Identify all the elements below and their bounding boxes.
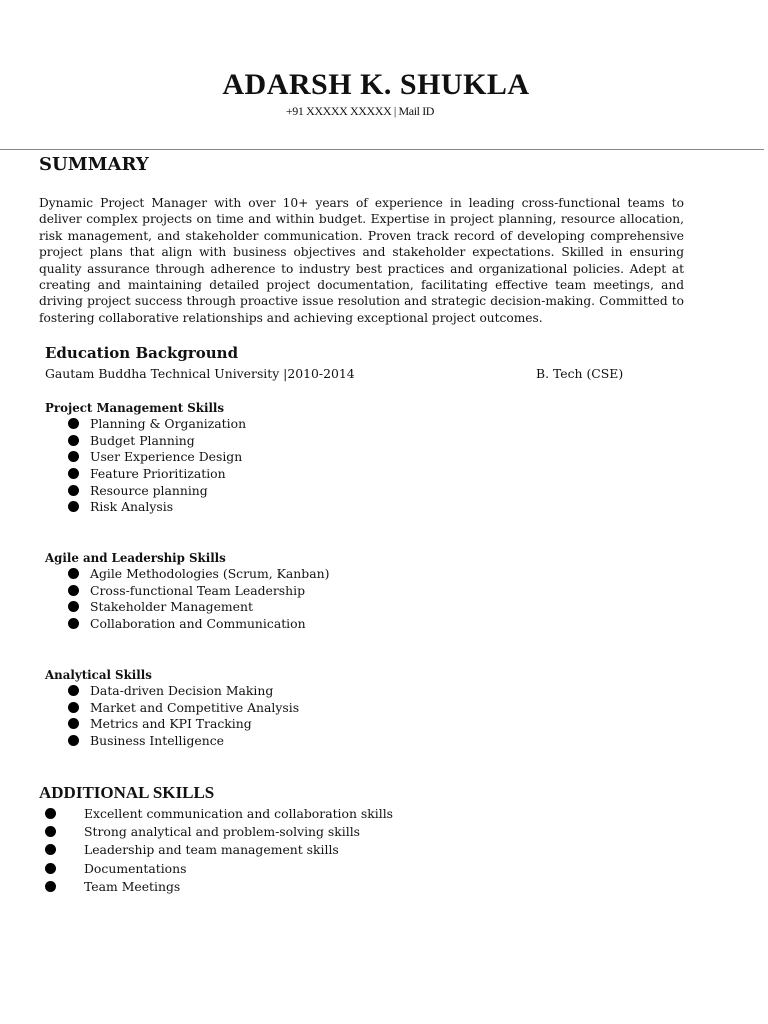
additional-skill-label: Leadership and team management skills xyxy=(84,842,339,858)
list-item xyxy=(68,616,329,633)
skill-item-label: Feature Prioritization xyxy=(90,466,226,482)
education-heading: Education Background xyxy=(45,344,239,362)
list-item xyxy=(68,449,246,466)
skill-list-project-management xyxy=(68,416,246,516)
header-divider xyxy=(0,149,764,150)
candidate-name: ADARSH K. SHUKLA xyxy=(222,68,530,101)
education-school: Gautam Buddha Technical University |2010-2014 xyxy=(45,366,355,381)
list-item xyxy=(45,841,393,859)
skill-list-agile-leadership xyxy=(68,566,329,633)
education-degree: B. Tech (CSE) xyxy=(536,366,624,381)
skill-group-title-analytical: Analytical Skills xyxy=(45,668,152,682)
bullet-icon xyxy=(68,585,79,596)
bullet-icon xyxy=(45,826,56,837)
skill-item-label: Planning & Organization xyxy=(90,416,247,431)
list-item xyxy=(68,733,299,750)
additional-skill-label: Excellent communication and collaboration skills xyxy=(84,806,394,821)
skill-item-label: Resource planning xyxy=(90,482,208,498)
list-item xyxy=(45,805,393,823)
skill-group-title-project-management: Project Management Skills xyxy=(45,401,225,415)
bullet-icon xyxy=(68,468,79,479)
bullet-icon xyxy=(68,618,79,629)
list-item xyxy=(68,499,246,516)
bullet-icon xyxy=(68,485,79,496)
list-item xyxy=(68,583,329,600)
skill-item-label: Metrics and KPI Tracking xyxy=(90,716,252,732)
summary-heading: SUMMARY xyxy=(39,154,149,175)
list-item xyxy=(45,823,393,841)
skill-item-label: Cross-functional Team Leadership xyxy=(90,582,306,598)
skill-item-label: Agile Methodologies (Scrum, Kanban) xyxy=(90,566,330,581)
skill-item-label: Market and Competitive Analysis xyxy=(90,699,300,715)
bullet-icon xyxy=(68,702,79,713)
bullet-icon xyxy=(68,718,79,729)
bullet-icon xyxy=(68,568,79,579)
bullet-icon xyxy=(45,881,56,892)
list-item xyxy=(68,416,246,433)
bullet-icon xyxy=(68,601,79,612)
bullet-icon xyxy=(68,418,79,429)
skill-item-label: Business Intelligence xyxy=(90,733,224,749)
summary-paragraph: Dynamic Project Manager with over 10+ years of experience in leading cross-functional teams to deliver complex projects on time and within budget. Expertise in project planning, resource allocation, risk management, and stakeholder communication. Proven track record of developing comprehensive project plans that align with business objectives and stakeholder expectations. Skilled in ensuring quality assurance through adherence to industry best practices and organizational policies. Adept at creating and maintaining detailed project documentation, facilitating effective team meetings, and driving project success through proactive issue resolution and strategic decision-making. Committed to fostering collaborative relationships and achieving exceptional project outcomes. xyxy=(39,196,684,325)
bullet-icon xyxy=(68,685,79,696)
skill-item-label: Budget Planning xyxy=(90,432,195,448)
list-item xyxy=(45,878,393,896)
list-item xyxy=(68,599,329,616)
list-item xyxy=(68,433,246,450)
contact-line: +91 XXXXX XXXXX | Mail ID xyxy=(285,104,435,118)
list-item xyxy=(68,566,329,583)
skill-group-title-agile-leadership: Agile and Leadership Skills xyxy=(45,551,226,565)
list-item xyxy=(68,466,246,483)
skill-item-label: Stakeholder Management xyxy=(90,599,253,615)
skill-item-label: User Experience Design xyxy=(90,449,243,465)
list-item xyxy=(68,683,299,700)
list-item xyxy=(45,860,393,878)
bullet-icon xyxy=(68,451,79,462)
additional-skill-label: Team Meetings xyxy=(84,878,181,894)
bullet-icon xyxy=(68,735,79,746)
additional-skills-list xyxy=(45,805,393,896)
additional-skill-label: Strong analytical and problem-solving skills xyxy=(84,824,361,840)
list-item xyxy=(68,716,299,733)
bullet-icon xyxy=(45,844,56,855)
bullet-icon xyxy=(68,435,79,446)
skill-item-label: Risk Analysis xyxy=(90,499,174,515)
skill-item-label: Collaboration and Communication xyxy=(90,616,306,632)
additional-skills-heading: ADDITIONAL SKILLS xyxy=(39,783,215,802)
additional-skill-label: Documentations xyxy=(84,860,187,876)
bullet-icon xyxy=(45,863,56,874)
bullet-icon xyxy=(68,501,79,512)
skill-item-label: Data-driven Decision Making xyxy=(90,683,274,698)
list-item xyxy=(68,700,299,717)
skill-list-analytical xyxy=(68,683,299,750)
bullet-icon xyxy=(45,808,56,819)
list-item xyxy=(68,483,246,500)
